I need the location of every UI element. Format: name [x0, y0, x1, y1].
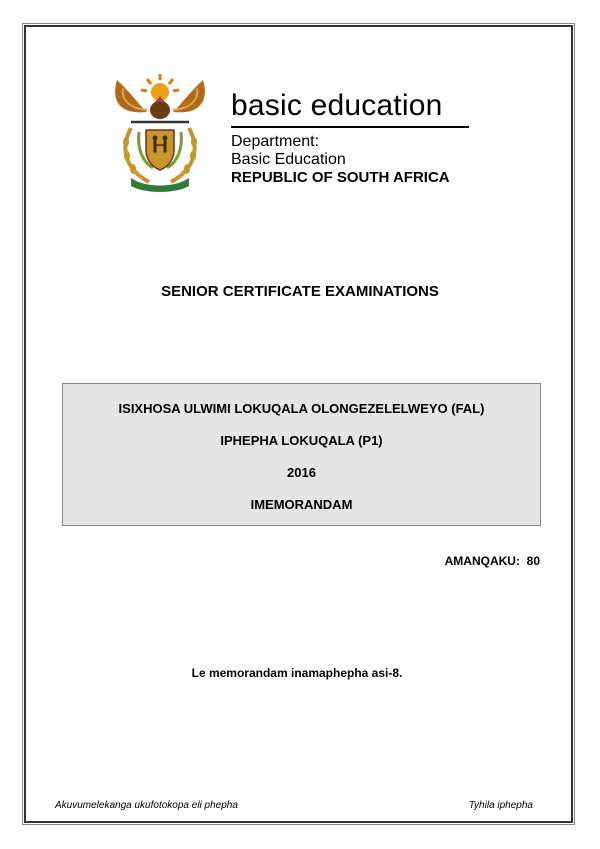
country-name: REPUBLIC OF SOUTH AFRICA [231, 169, 450, 186]
exam-title: SENIOR CERTIFICATE EXAMINATIONS [161, 283, 439, 300]
marks-label: AMANQAKU: [444, 554, 520, 568]
department-branding [231, 88, 471, 187]
shield [146, 130, 174, 170]
page-count-note: Le memorandam inamaphepha asi-8. [191, 666, 403, 680]
subject-name: ISIXHOSA ULWIMI LOKUQALA OLONGEZELELWEYO (FAL) [118, 401, 485, 416]
department-line-2: Basic Education [231, 151, 346, 168]
motto-ribbon [131, 178, 189, 192]
left-wing [115, 80, 147, 112]
right-wing [173, 80, 205, 112]
subject-box [62, 383, 541, 526]
paper-number: IPHEPHA LOKUQALA (P1) [220, 433, 383, 448]
brand-title: basic education [231, 89, 443, 122]
exam-year: 2016 [287, 465, 316, 480]
marks-value: 80 [526, 554, 540, 568]
total-marks [445, 554, 540, 568]
turn-page-note: Tyhila iphepha [468, 800, 533, 811]
copyright-notice: Akuvumelekanga ukufotokopa eli phepha [55, 800, 238, 811]
brand-divider [231, 126, 469, 128]
coat-of-arms-icon [109, 70, 211, 192]
department-line-1: Department: [231, 133, 320, 150]
document-type: IMEMORANDAM [250, 497, 353, 512]
